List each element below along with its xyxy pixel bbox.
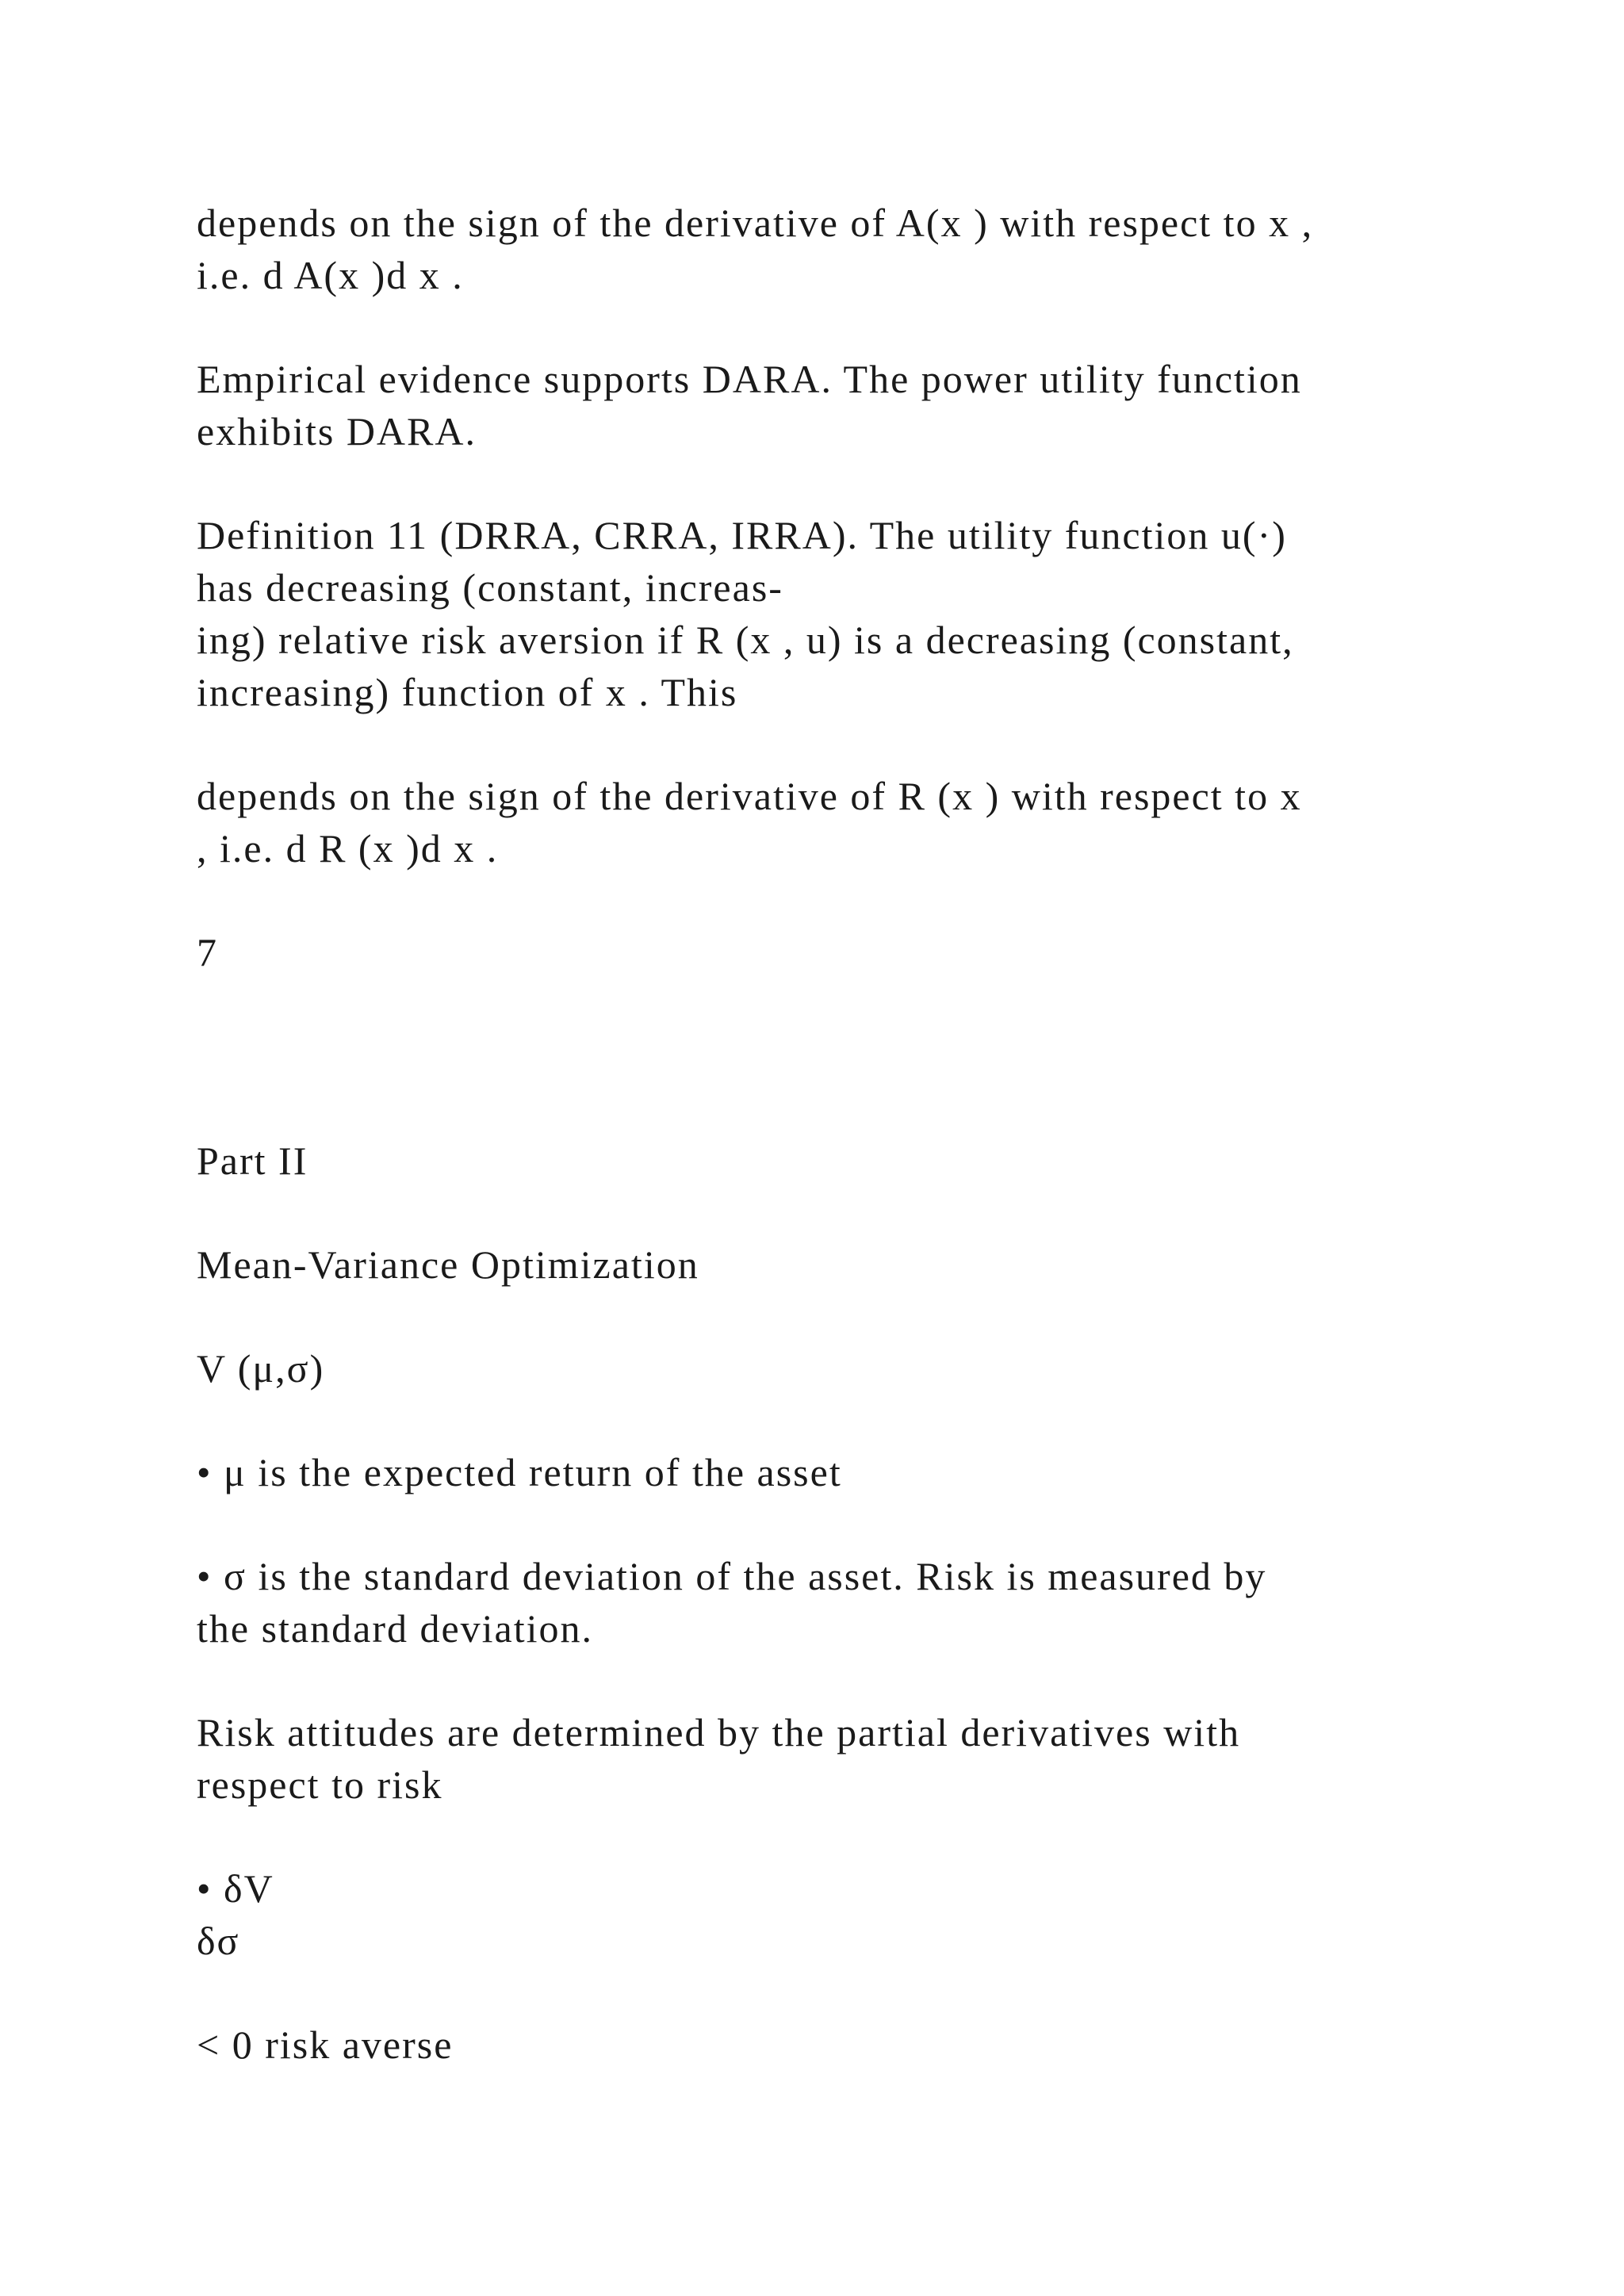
paragraph-line: , i.e. d R (x )d x .: [197, 826, 499, 871]
definition-line: has decreasing (constant, increas-: [197, 565, 783, 610]
formula-line: V (μ,σ): [197, 1346, 325, 1391]
paragraph-line: Risk attitudes are determined by the partial derivatives with: [197, 1710, 1241, 1755]
bullet-item: • δV: [197, 1866, 274, 1911]
paragraph-line: Empirical evidence supports DARA. The power utility function: [197, 357, 1302, 401]
paragraph-line: the standard deviation.: [197, 1606, 594, 1651]
paragraph-line: respect to risk: [197, 1762, 443, 1807]
page-number: 7: [197, 930, 218, 974]
definition-line: increasing) function of x . This: [197, 670, 738, 714]
formula-line: δσ: [197, 1919, 240, 1963]
definition-line: ing) relative risk aversion if R (x , u) is a decreasing (constant,: [197, 618, 1294, 662]
definition-line: Definition 11 (DRRA, CRRA, IRRA). The utility function u(·): [197, 513, 1287, 557]
bullet-item: • μ is the expected return of the asset: [197, 1450, 842, 1494]
paragraph-line: < 0 risk averse: [197, 2022, 454, 2067]
paragraph-line: depends on the sign of the derivative of A(x ) with respect to x ,: [197, 201, 1314, 245]
section-title: Mean-Variance Optimization: [197, 1242, 699, 1287]
bullet-item: • σ is the standard deviation of the asset. Risk is measured by: [197, 1554, 1267, 1598]
part-heading: Part II: [197, 1138, 308, 1183]
paragraph-line: exhibits DARA.: [197, 409, 477, 453]
paragraph-line: i.e. d A(x )d x .: [197, 253, 464, 297]
paragraph-line: depends on the sign of the derivative of R (x ) with respect to x: [197, 774, 1302, 818]
